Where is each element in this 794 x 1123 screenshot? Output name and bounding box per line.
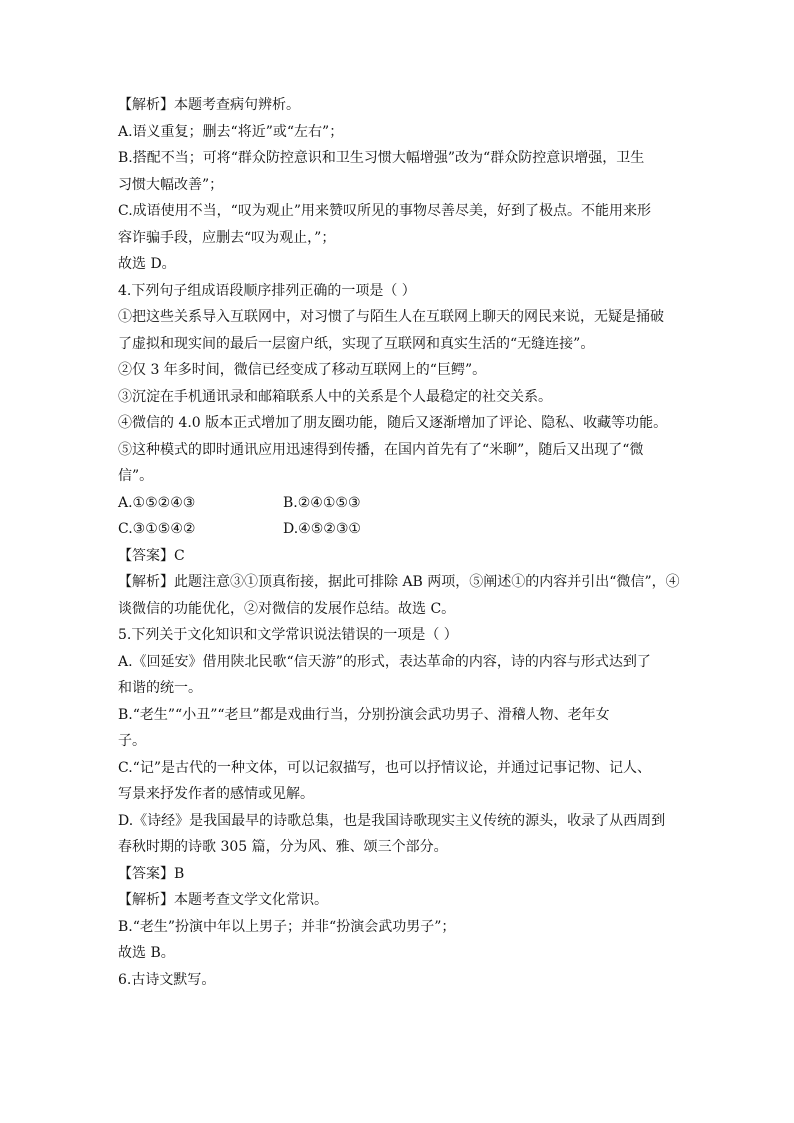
- q5-option-c-line1: C.“记”是古代的一种文体，可以记叙描写，也可以抒情议论，并通过记事记物、记人、: [118, 759, 651, 776]
- q4-sentence-1-line1: ①把这些关系导入互联网中，对习惯了与陌生人在互联网上聊天的网民来说，无疑是捅破: [118, 309, 664, 325]
- q4-option-a: A.①⑤②④③: [118, 494, 196, 511]
- q4-analysis-line1: 【解析】此题注意③①顶真衔接，据此可排除 AB 两项，⑤阐述①的内容并引出“微信”，④: [118, 574, 680, 590]
- q5-option-a-line2: 和谐的统一。: [118, 680, 202, 696]
- q4-sentence-1-line2: 了虚拟和现实间的最后一层窗户纸，实现了互联网和真实生活的“无缝连接”。: [118, 335, 595, 352]
- q4-stem: 4.下列句子组成语段顺序排列正确的一项是（ ）: [118, 282, 416, 299]
- q6-stem: 6.古诗文默写。: [118, 971, 216, 988]
- q4-option-d: D.④⑤②③①: [283, 521, 361, 537]
- q4-sentence-5-line2: 信”。: [118, 468, 154, 484]
- q4-sentence-2: ②仅 3 年多时间，微信已经变成了移动互联网上的“巨鳄”。: [118, 362, 487, 378]
- q4-sentence-4: ④微信的 4.0 版本正式增加了朋友圈功能，随后又逐渐增加了评论、隐私、收藏等功能。: [118, 415, 668, 431]
- q4-options-row-2: [118, 516, 678, 543]
- q3-conclusion: 故选 D。: [118, 256, 176, 272]
- q5-option-d-line1: D.《诗经》是我国最早的诗歌总集，也是我国诗歌现实主义传统的源头，收录了从西周到: [118, 812, 666, 829]
- q3-option-c-note-line1: C.成语使用不当，“叹为观止”用来赞叹所见的事物尽善尽美，好到了极点。不能用来形: [118, 203, 651, 219]
- q5-option-b-line2: 子。: [118, 733, 146, 749]
- q5-analysis: 【解析】本题考查文学文化常识。: [118, 892, 328, 908]
- q5-conclusion: 故选 B。: [118, 945, 175, 961]
- q5-option-b-line1: B.“老生”“小丑”“老旦”都是戏曲行当，分别扮演会武功男子、滑稽人物、老年女: [118, 706, 610, 723]
- q3-option-a-note: A.语义重复；删去“将近”或“左右”；: [118, 123, 344, 140]
- q4-sentence-3: ③沉淀在手机通讯录和邮箱联系人中的关系是个人最稳定的社交关系。: [118, 388, 552, 405]
- q4-sentence-5-line1: ⑤这种模式的即时通讯应用迅速得到传播，在国内首先有了“米聊”，随后又出现了“微: [118, 441, 644, 458]
- q4-analysis-line2: 谈微信的功能优化，②对微信的发展作总结。故选 C。: [118, 600, 456, 617]
- q3-analysis: 【解析】本题考查病句辨析。: [118, 97, 300, 113]
- q5-option-b-note: B.“老生”扮演中年以上男子；并非“扮演会武功男子”；: [118, 918, 456, 935]
- q3-option-b-note-line1: B.搭配不当；可将“群众防控意识和卫生习惯大幅增强”改为“群众防控意识增强，卫生: [118, 150, 645, 166]
- q5-option-d-line2: 春秋时期的诗歌 305 篇，分为风、雅、颂三个部分。: [118, 839, 448, 855]
- q5-option-a-line1: A.《回延安》借用陕北民歌“信天游”的形式，表达革命的内容，诗的内容与形式达到了: [118, 653, 651, 670]
- q5-option-c-line2: 写景来抒发作者的感情或见解。: [118, 786, 314, 802]
- document-body: [118, 92, 678, 993]
- q3-option-c-note-line2: 容诈骗手段，应删去“叹为观止，”；: [118, 229, 336, 246]
- q4-options-row-1: [118, 490, 678, 517]
- q4-option-b: B.②④①⑤③: [283, 494, 361, 511]
- q4-option-c: C.③①⑤④②: [118, 521, 196, 537]
- q4-answer: 【答案】C: [118, 547, 185, 564]
- q5-answer: 【答案】B: [118, 865, 185, 882]
- q5-stem: 5.下列关于文化知识和文学常识说法错误的一项是（ ）: [118, 627, 458, 643]
- q3-option-b-note-line2: 习惯大幅改善”；: [118, 176, 224, 193]
